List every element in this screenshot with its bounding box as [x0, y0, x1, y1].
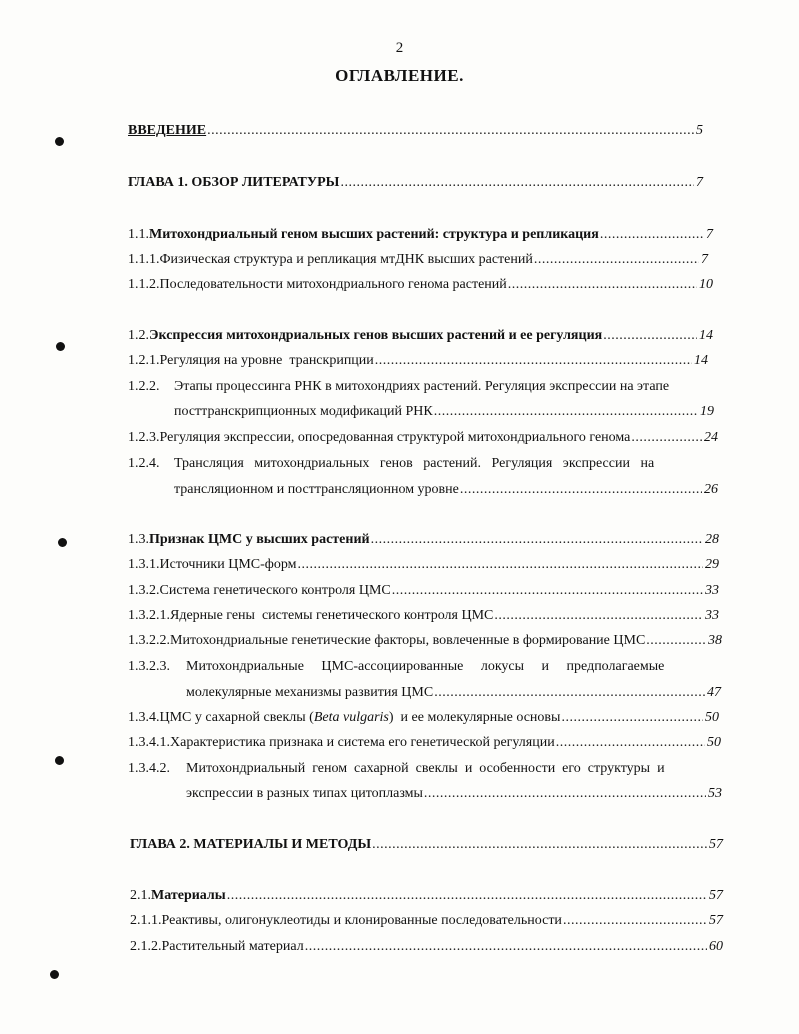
toc-entry-text: Регуляция на уровне транскрипции	[159, 353, 374, 368]
toc-page-number: 24	[704, 430, 718, 445]
toc-entry-text: Растительный материал	[161, 939, 304, 954]
toc-entry-text: ЦМС у сахарной свеклы (	[159, 710, 314, 725]
toc-page-number: 14	[694, 353, 708, 368]
toc-section-number: 1.3.2.1.	[128, 608, 170, 623]
binder-hole-mark	[58, 538, 67, 547]
toc-page-number: 7	[696, 175, 703, 190]
toc-section-number: 1.3.4.2.	[128, 761, 170, 776]
toc-page-number: 57	[709, 913, 723, 928]
toc-entry-text: Экспрессия митохондриальных генов высших растений и ее регуляция	[149, 328, 603, 343]
toc-section-number: 1.3.	[128, 532, 149, 547]
dot-leader	[305, 938, 707, 956]
toc-entry-1-2[interactable]	[128, 327, 713, 345]
toc-page-number: 29	[705, 557, 719, 572]
toc-section-number: 1.1.	[128, 227, 149, 242]
binder-hole-mark	[55, 756, 64, 765]
toc-entry-1-3-4-1[interactable]	[128, 734, 721, 752]
dot-leader	[372, 836, 707, 854]
toc-entry-text: Митохондриальный геном высших растений: структура и репликация	[149, 227, 599, 242]
toc-entry-text: Материалы	[151, 888, 226, 903]
toc-page-number: 33	[705, 608, 719, 623]
toc-page-number: 53	[708, 786, 722, 801]
toc-entry-1-1[interactable]	[128, 226, 713, 244]
toc-entry-1-3-2-3-continued[interactable]	[186, 684, 721, 702]
dot-leader	[375, 352, 692, 370]
dot-leader	[600, 226, 704, 244]
toc-page-number: 28	[705, 532, 719, 547]
toc-section-number: 2.1.1.	[130, 913, 162, 928]
toc-entry-text: Физическая структура и репликация мтДНК высших растений	[159, 252, 533, 267]
toc-section-number: 1.3.4.	[128, 710, 160, 725]
page-title: ОГЛАВЛЕНИЕ.	[335, 66, 464, 85]
toc-entry-2-1-2[interactable]	[130, 938, 723, 956]
toc-page-number: 26	[704, 482, 718, 497]
toc-entry-text: Источники ЦМС-форм	[159, 557, 297, 572]
dot-leader	[227, 887, 707, 905]
toc-page-number: 14	[699, 328, 713, 343]
toc-section-number: 1.3.4.1.	[128, 735, 170, 750]
toc-entry-1-3-2-2[interactable]	[128, 632, 722, 650]
toc-section-number: 1.3.2.	[128, 583, 160, 598]
toc-entry-text-suffix: ) и ее молекулярные основы	[388, 710, 561, 725]
toc-section-number: 1.2.1.	[128, 353, 160, 368]
toc-page-number: 19	[700, 404, 714, 419]
toc-page-number: 7	[706, 227, 713, 242]
dot-leader	[298, 556, 704, 574]
toc-entry-text: Этапы процессинга РНК в митохондриях растений. Регуляция экспрессии на этапе	[174, 379, 670, 394]
toc-page-number: 50	[707, 735, 721, 750]
dot-leader	[207, 122, 694, 140]
toc-entry-1-3-2-3[interactable]	[128, 658, 724, 676]
toc-section-number: 1.2.4.	[128, 456, 160, 471]
toc-entry-1-3-2-1[interactable]	[128, 607, 719, 625]
toc-section-number: 2.1.2.	[130, 939, 162, 954]
toc-entry-text: Митохондриальные генетические факторы, вовлеченные в формирование ЦМС	[170, 633, 646, 648]
toc-entry-text: ГЛАВА 2. МАТЕРИАЛЫ И МЕТОДЫ	[130, 837, 372, 852]
dot-leader	[603, 327, 697, 345]
dot-leader	[646, 632, 706, 650]
toc-page-number: 60	[709, 939, 723, 954]
toc-section-number: 1.2.3.	[128, 430, 160, 445]
toc-section-number: 1.3.2.3.	[128, 659, 170, 674]
toc-entry-1-2-4-continued[interactable]	[174, 481, 718, 499]
toc-entry-1-3-2[interactable]	[128, 582, 719, 600]
toc-section-number: 1.1.2.	[128, 277, 160, 292]
toc-entry-1-3[interactable]	[128, 531, 719, 549]
toc-entry-1-2-3[interactable]	[128, 429, 718, 447]
toc-entry-text-continued: экспрессии в разных типах цитоплазмы	[186, 786, 423, 801]
toc-entry-text-continued: молекулярные механизмы развития ЦМС	[186, 685, 434, 700]
dot-leader	[534, 251, 699, 269]
binder-hole-mark	[55, 137, 64, 146]
toc-page-number: 38	[708, 633, 722, 648]
toc-entry-text: Характеристика признака и система его генетической регуляции	[170, 735, 555, 750]
dot-leader	[563, 912, 707, 930]
toc-page-number: 33	[705, 583, 719, 598]
toc-entry-1-2-4[interactable]	[128, 455, 721, 473]
toc-entry-1-1-1[interactable]	[128, 251, 708, 269]
dot-leader	[460, 481, 702, 499]
dot-leader	[556, 734, 705, 752]
dot-leader	[631, 429, 702, 447]
toc-section-number: 1.2.2.	[128, 379, 160, 394]
toc-page-number: 50	[705, 710, 719, 725]
toc-entry-text: Ядерные гены системы генетического контроля ЦМС	[170, 608, 494, 623]
toc-page-number: 47	[707, 685, 721, 700]
dot-leader	[561, 709, 703, 727]
toc-page-number: 10	[699, 277, 713, 292]
toc-entry-1-3-4-2[interactable]	[128, 760, 724, 778]
toc-entry-1-1-2[interactable]	[128, 276, 713, 294]
dot-leader	[434, 403, 698, 421]
toc-section-number: 1.3.2.2.	[128, 633, 170, 648]
binder-hole-mark	[50, 970, 59, 979]
dot-leader	[494, 607, 703, 625]
toc-entry-text-italic: Beta vulgaris	[313, 710, 389, 725]
toc-entry-text: Регуляция экспрессии, опосредованная структурой митохондриального генома	[159, 430, 631, 445]
toc-entry-text: Митохондриальный геном сахарной свеклы и особенности его структуры и	[186, 761, 665, 776]
toc-page-number: 7	[701, 252, 708, 267]
toc-entry-1-2-1[interactable]	[128, 352, 708, 370]
toc-page-number: 57	[709, 837, 723, 852]
dot-leader	[340, 174, 694, 192]
toc-entry-text: Последовательности митохондриального генома растений	[159, 277, 507, 292]
toc-entry-text: Трансляция митохондриальных генов растений. Регуляция экспрессии на	[174, 456, 655, 471]
toc-entry-text-continued: посттранскрипционных модификаций РНК	[174, 404, 433, 419]
toc-entry-1-2-2-continued[interactable]	[174, 403, 714, 421]
toc-entry-text: Система генетического контроля ЦМС	[159, 583, 391, 598]
dot-leader	[424, 785, 706, 803]
toc-entry-text: Митохондриальные ЦМС-ассоциированные локусы и предполагаемые	[186, 659, 665, 674]
toc-entry-chapter-1[interactable]	[128, 174, 703, 192]
dot-leader	[508, 276, 697, 294]
toc-entry-1-3-4[interactable]	[128, 709, 719, 727]
toc-entry-introduction[interactable]	[128, 122, 703, 140]
toc-entry-2-1-1[interactable]	[130, 912, 723, 930]
dot-leader	[371, 531, 703, 549]
binder-hole-mark	[56, 342, 65, 351]
toc-entry-text: Реактивы, олигонуклеотиды и клонированные последовательности	[161, 913, 562, 928]
toc-entry-text-continued: трансляционном и посттрансляционном уровне	[174, 482, 459, 497]
toc-entry-2-1[interactable]	[130, 887, 723, 905]
page-number: 2	[395, 40, 404, 56]
toc-entry-1-3-4-2-continued[interactable]	[186, 785, 722, 803]
toc-section-number: 1.1.1.	[128, 252, 160, 267]
toc-entry-1-3-1[interactable]	[128, 556, 719, 574]
toc-entry-text: Признак ЦМС у высших растений	[149, 532, 370, 547]
toc-page-number: 5	[696, 123, 703, 138]
toc-entry-1-2-2[interactable]	[128, 378, 721, 396]
toc-entry-text: ГЛАВА 1. ОБЗОР ЛИТЕРАТУРЫ	[128, 175, 340, 190]
toc-entry-text: ВВЕДЕНИЕ	[128, 123, 207, 138]
toc-page-number: 57	[709, 888, 723, 903]
dot-leader	[392, 582, 703, 600]
dot-leader	[434, 684, 705, 702]
toc-section-number: 1.3.1.	[128, 557, 160, 572]
toc-section-number: 1.2.	[128, 328, 149, 343]
toc-section-number: 2.1.	[130, 888, 151, 903]
toc-entry-chapter-2[interactable]	[130, 836, 723, 854]
